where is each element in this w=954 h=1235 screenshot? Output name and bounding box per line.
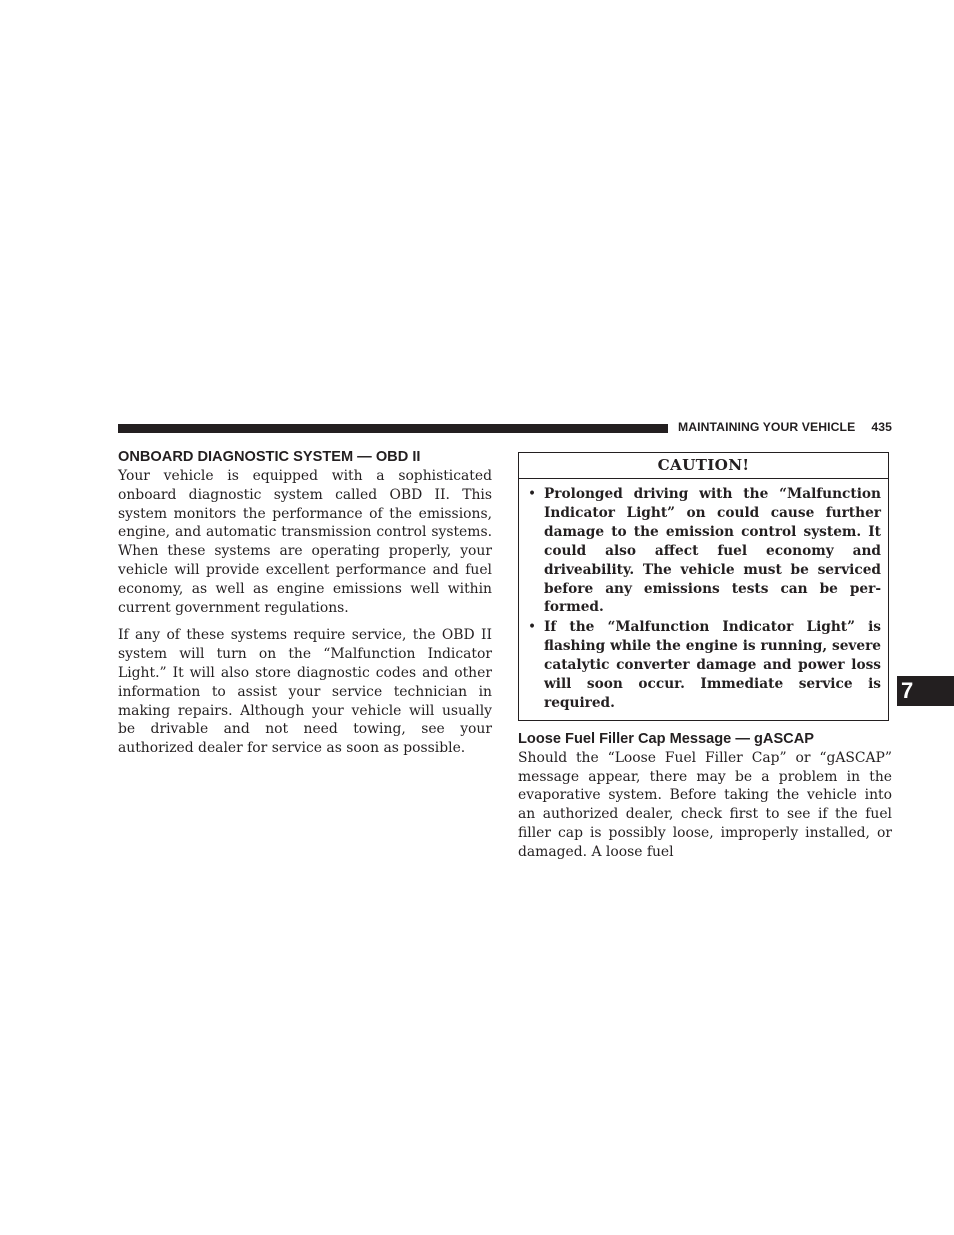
bullet-icon: • xyxy=(528,619,537,636)
chapter-tab: 7 xyxy=(897,676,954,706)
caution-box xyxy=(518,452,889,721)
section-heading: ONBOARD DIAGNOSTIC SYSTEM — OBD II xyxy=(118,449,421,465)
caution-item xyxy=(527,618,881,713)
body-paragraph: Your vehicle is equipped with a sophisticated onboard diagnostic system called OBD II. This system monitors the performance of the emissions, engine, and automatic transmission control systems. When these systems are operating properly, your vehicle will provide excellent performance and fuel economy, as well as engine emissions well within current government regulations. xyxy=(118,468,492,616)
body-paragraph: Should the “Loose Fuel Filler Cap” or “gASCAP” message appear, there may be a problem in the evaporative system. Before taking the vehicle into an authorized dealer, check first to see if the fuel filler cap is possibly loose, improperly installed, or damaged. A loose fuel xyxy=(518,749,892,860)
caution-item-text: If the “Malfunction Indicator Light” is flashing while the engine is running, severe catalytic converter damage and power loss will soon occur. Immediate service is required. xyxy=(544,619,881,711)
caution-title: CAUTION! xyxy=(519,453,888,479)
caution-item xyxy=(527,485,881,617)
caution-item-text: Prolonged driving with the “Malfunction Indicator Light” on could cause further damage to the emission control system. It could also affect fuel economy and driveability. The vehicle must be serviced before any emissions tests can be performed. xyxy=(544,486,881,616)
running-head xyxy=(678,420,892,434)
subsection-heading: Loose Fuel Filler Cap Message — gASCAP xyxy=(518,730,814,747)
left-column xyxy=(118,448,492,758)
body-paragraph: If any of these systems require service, the OBD II system will turn on the “Malfunction Indicator Light.” It will also store diagnostic codes and other information to assist your service technician in making repairs. Although your vehicle will usually be drivable and not need towing, see your authorized dealer for service as soon as possible. xyxy=(118,627,492,757)
running-head-section: MAINTAINING YOUR VEHICLE xyxy=(678,420,856,434)
header-rule xyxy=(118,424,668,433)
page-number: 435 xyxy=(871,420,892,434)
bullet-icon: • xyxy=(528,486,537,502)
right-column xyxy=(518,452,892,862)
caution-list xyxy=(519,479,888,720)
